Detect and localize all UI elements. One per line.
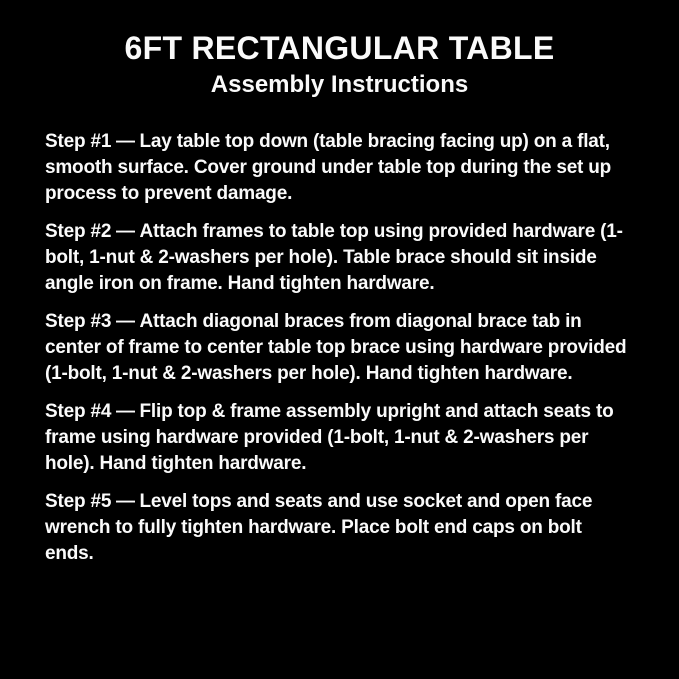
step-label: Step #5 — [45, 491, 112, 513]
step-text: Attach diagonal braces from diagonal brace tab in center of frame to center table top brace using hardware provided (1-bolt, 1-nut & 2-washers per hole). Hand tighten hardware. — [45, 311, 627, 385]
step-paragraph-2 — [45, 219, 634, 297]
step-paragraph-4 — [45, 399, 634, 477]
step-label: Step #4 — [45, 401, 112, 423]
step-separator: — — [115, 491, 135, 513]
step-text: Flip top & frame assembly upright and attach seats to frame using hardware provided (1-bolt, 1-nut & 2-washers per hole). Hand tighten hardware. — [45, 401, 614, 475]
step-label: Step #2 — [45, 221, 112, 243]
poster-header — [45, 30, 634, 98]
step-label: Step #1 — [45, 131, 112, 153]
step-text: Lay table top down (table bracing facing up) on a flat, smooth surface. Cover ground under table top during the set up process to prevent damage. — [45, 131, 612, 205]
step-text: Attach frames to table top using provided hardware (1-bolt, 1-nut & 2-washers per hole). Table brace should sit inside angle iron on frame. Hand tighten hardware. — [45, 221, 623, 295]
step-text: Level tops and seats and use socket and open face wrench to fully tighten hardware. Place bolt end caps on bolt ends. — [45, 491, 593, 565]
page-subtitle: Assembly Instructions — [210, 70, 469, 98]
step-label: Step #3 — [45, 311, 112, 333]
step-separator: — — [115, 401, 135, 423]
step-separator: — — [115, 311, 135, 333]
step-paragraph-1 — [45, 129, 634, 207]
step-separator: — — [115, 221, 135, 243]
step-paragraph-3 — [45, 309, 634, 387]
steps-list — [45, 129, 634, 567]
step-separator: — — [115, 131, 135, 153]
step-paragraph-5 — [45, 489, 634, 567]
page-title: 6FT RECTANGULAR TABLE — [124, 30, 555, 66]
